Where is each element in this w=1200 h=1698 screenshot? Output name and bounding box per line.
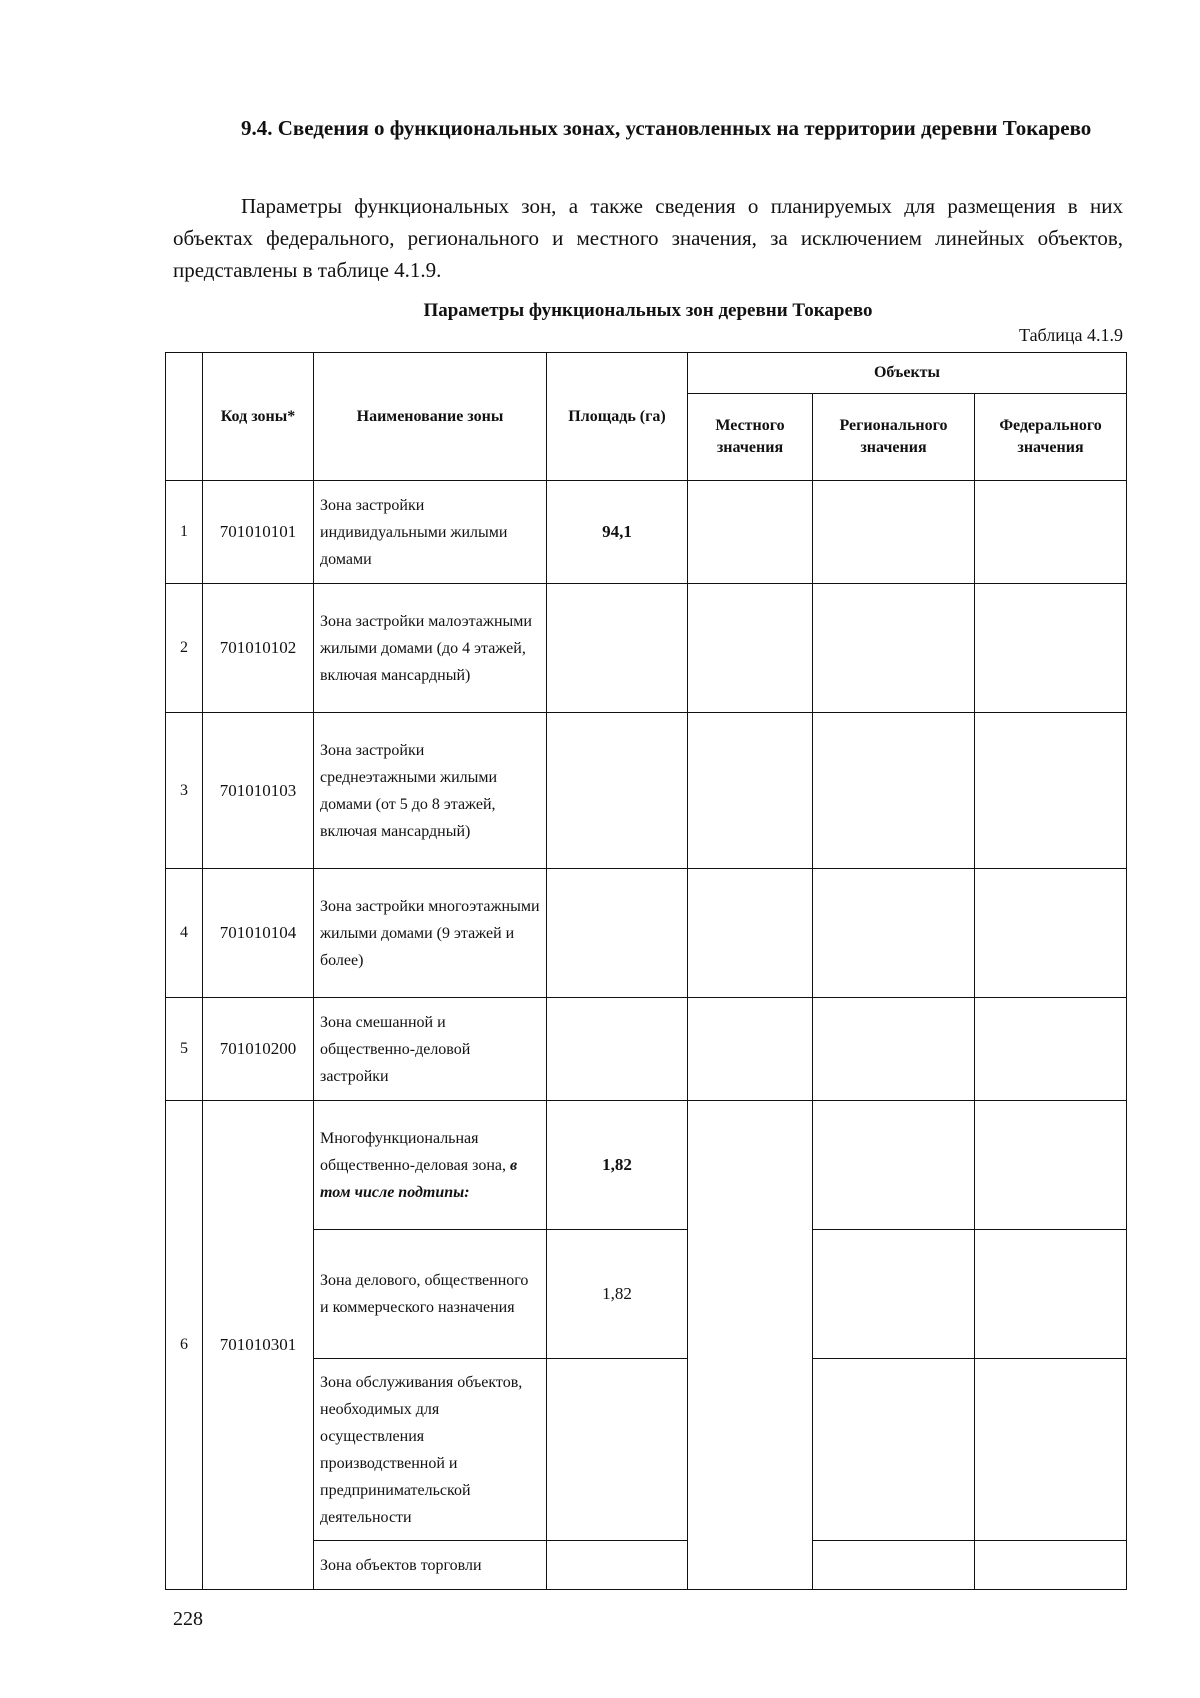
- header-federal: Федерального значения: [975, 394, 1127, 481]
- header-local: Местного значения: [688, 394, 813, 481]
- objects-regional: [813, 1541, 975, 1590]
- objects-local: [688, 713, 813, 869]
- zone-name: [314, 1101, 547, 1230]
- zone-code: 701010200: [203, 998, 314, 1101]
- objects-regional: [813, 1359, 975, 1541]
- objects-federal: [975, 1541, 1127, 1590]
- row-number: 3: [166, 713, 203, 869]
- objects-local: [688, 481, 813, 584]
- zone-area: [547, 1359, 688, 1541]
- header-regional: Регионального значения: [813, 394, 975, 481]
- objects-federal: [975, 713, 1127, 869]
- objects-federal: [975, 1230, 1127, 1359]
- table-row: [166, 1101, 1127, 1230]
- zone-area: 94,1: [547, 481, 688, 584]
- table-row: [166, 481, 1127, 584]
- objects-regional: [813, 1101, 975, 1230]
- zone-code: 701010102: [203, 584, 314, 713]
- table-number: Таблица 4.1.9: [1019, 325, 1123, 345]
- zone-area: [547, 584, 688, 713]
- table-caption: Параметры функциональных зон деревни Токарево: [423, 300, 873, 321]
- objects-local: [688, 584, 813, 713]
- zone-code: 701010104: [203, 869, 314, 998]
- zone-name-subtypes-note: в том числе подтипы:: [320, 1156, 518, 1201]
- zone-area: 1,82: [547, 1101, 688, 1230]
- zone-name: Зона застройки индивидуальными жилыми домами: [314, 481, 547, 584]
- intro-paragraph: Параметры функциональных зон, а также сведения о планируемых для размещения в них объектах федерального, регионального и местного значения, за исключением линейных объектов, представлены в таблице 4.1.9.: [173, 194, 1123, 282]
- header-area: Площадь (га): [547, 353, 688, 481]
- zone-area: [547, 869, 688, 998]
- objects-local: [688, 998, 813, 1101]
- zone-area: [547, 1541, 688, 1590]
- header-code: Код зоны*: [203, 353, 314, 481]
- row-number: 2: [166, 584, 203, 713]
- zone-area: [547, 998, 688, 1101]
- zone-name-main: Многофункциональная общественно-деловая зона,: [320, 1129, 506, 1174]
- table-row: [166, 713, 1127, 869]
- zone-code: 701010101: [203, 481, 314, 584]
- page-number: 228: [173, 1608, 203, 1630]
- objects-regional: [813, 1230, 975, 1359]
- objects-regional: [813, 584, 975, 713]
- zone-name: Зона смешанной и общественно-деловой застройки: [314, 998, 547, 1101]
- header-objects: Объекты: [688, 353, 1127, 394]
- table-row: [166, 998, 1127, 1101]
- row-number: 1: [166, 481, 203, 584]
- objects-local: [688, 1101, 813, 1590]
- objects-regional: [813, 713, 975, 869]
- objects-federal: [975, 1101, 1127, 1230]
- section-heading: 9.4. Сведения о функциональных зонах, установленных на территории деревни Токарево: [241, 116, 1092, 140]
- objects-local: [688, 869, 813, 998]
- row-number: 4: [166, 869, 203, 998]
- zone-name: Зона застройки среднеэтажными жилыми домами (от 5 до 8 этажей, включая мансардный): [314, 713, 547, 869]
- objects-federal: [975, 481, 1127, 584]
- table-row: [166, 869, 1127, 998]
- objects-regional: [813, 869, 975, 998]
- objects-federal: [975, 584, 1127, 713]
- zone-name: Зона объектов торговли: [314, 1541, 547, 1590]
- header-num: [166, 353, 203, 481]
- zone-name: Зона делового, общественного и коммерческого назначения: [314, 1230, 547, 1359]
- zone-area: 1,82: [547, 1230, 688, 1359]
- table-row: [166, 584, 1127, 713]
- row-number: 5: [166, 998, 203, 1101]
- objects-federal: [975, 869, 1127, 998]
- zone-area: [547, 713, 688, 869]
- zone-name: Зона застройки малоэтажными жилыми домами (до 4 этажей, включая мансардный): [314, 584, 547, 713]
- zone-name: Зона застройки многоэтажными жилыми домами (9 этажей и более): [314, 869, 547, 998]
- objects-regional: [813, 998, 975, 1101]
- zone-code: 701010103: [203, 713, 314, 869]
- zone-name: Зона обслуживания объектов, необходимых для осуществления производственной и предпринимательской деятельности: [314, 1359, 547, 1541]
- zones-table: [165, 352, 1127, 1590]
- objects-federal: [975, 998, 1127, 1101]
- header-name: Наименование зоны: [314, 353, 547, 481]
- objects-federal: [975, 1359, 1127, 1541]
- objects-regional: [813, 481, 975, 584]
- row-number: 6: [166, 1101, 203, 1590]
- zone-code: 701010301: [203, 1101, 314, 1590]
